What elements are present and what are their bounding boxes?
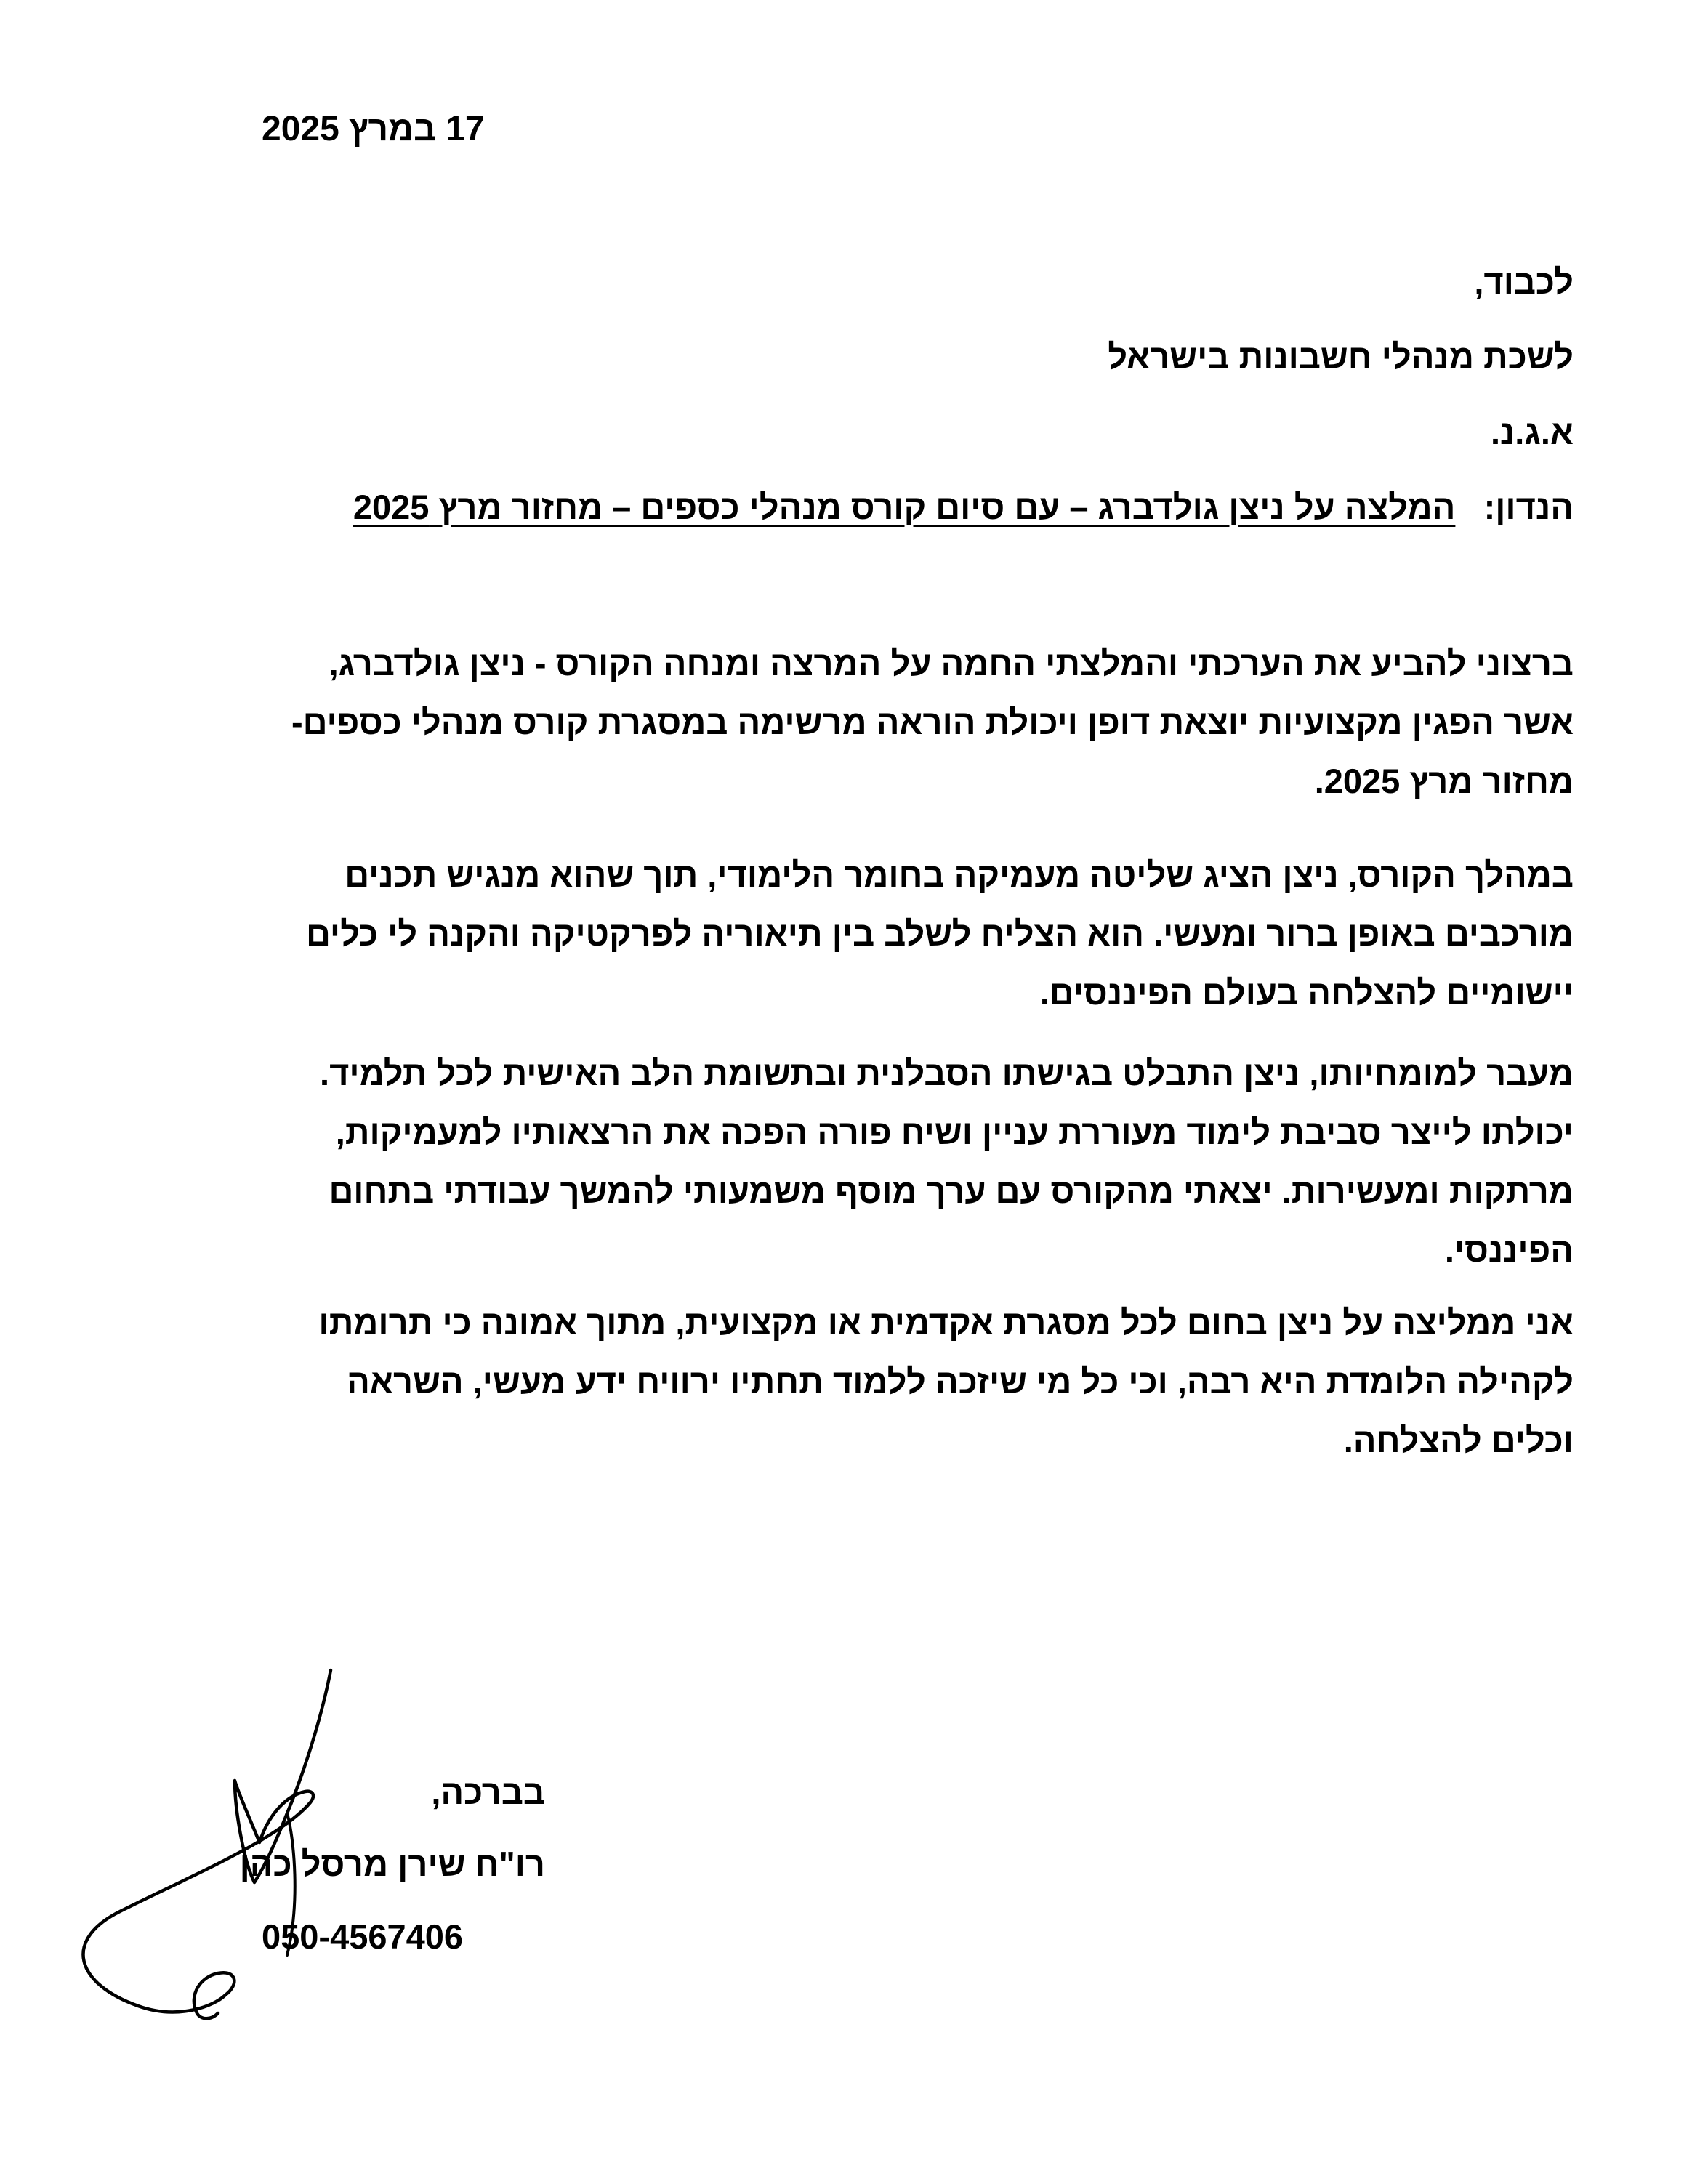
paragraph-line: מחזור מרץ 2025. xyxy=(1314,762,1574,800)
paragraph-2 xyxy=(265,845,1574,1022)
addressee-abbreviation: א.ג.נ. xyxy=(1490,413,1574,451)
paragraph-line: אשר הפגין מקצועיות יוצאת דופן ויכולת הוראה מרשימה במסגרת קורס מנהלי כספים- xyxy=(291,703,1574,741)
handwritten-signature xyxy=(69,1664,374,2028)
paragraph-4 xyxy=(265,1293,1574,1470)
subject-text: המלצה על ניצן גולדברג – עם סיום קורס מנהלי כספים – מחזור מרץ 2025 xyxy=(353,488,1456,526)
paragraph-1 xyxy=(265,634,1574,810)
paragraph-3 xyxy=(265,1044,1574,1279)
subject-line xyxy=(353,485,1574,529)
paragraph-line: במהלך הקורס, ניצן הציג שליטה מעמיקה בחומר הלימודי, תוך שהוא מנגיש תכנים xyxy=(345,855,1574,894)
paragraph-line: יכולתו לייצר סביבת לימוד מעוררת עניין ושיח פורה הפכה את הרצאותיו למעמיקות, xyxy=(335,1113,1574,1151)
subject-label: הנדון: xyxy=(1483,488,1574,526)
paragraph-line: לקהילה הלומדת היא רבה, וכי כל מי שיזכה ללמוד תחתיו ירוויח ידע מעשי, השראה xyxy=(347,1362,1574,1401)
paragraph-line: מרתקות ומעשירות. יצאתי מהקורס עם ערך מוסף משמעותי להמשך עבודתי בתחום xyxy=(329,1172,1574,1210)
addressee-organization: לשכת מנהלי חשבונות בישראל xyxy=(1108,337,1574,376)
paragraph-line: הפיננסי. xyxy=(1444,1230,1574,1269)
paragraph-line: ברצוני להביע את הערכתי והמלצתי החמה על המרצה ומנחה הקורס - ניצן גולדברג, xyxy=(329,644,1574,682)
paragraph-line: יישומיים להצלחה בעולם הפיננסים. xyxy=(1039,973,1574,1012)
paragraph-line: אני ממליצה על ניצן בחום לכל מסגרת אקדמית או מקצועית, מתוך אמונה כי תרומתו xyxy=(318,1303,1574,1342)
signer-name: רו"ח שירן מרסל כהן xyxy=(239,1845,545,1883)
closing-greeting: בברכה, xyxy=(431,1773,545,1811)
paragraph-line: מעבר למומחיותו, ניצן התבלט בגישתו הסבלנית ובתשומת הלב האישית לכל תלמיד. xyxy=(320,1054,1574,1092)
paragraph-line: מורכבים באופן ברור ומעשי. הוא הצליח לשלב בין תיאוריה לפרקטיקה והקנה לי כלים xyxy=(306,914,1574,953)
signer-phone: 050-4567406 xyxy=(262,1917,464,1956)
letter-date: 17 במרץ 2025 xyxy=(262,110,485,148)
salutation: לכבוד, xyxy=(1474,262,1574,301)
paragraph-line: וכלים להצלחה. xyxy=(1343,1421,1574,1459)
